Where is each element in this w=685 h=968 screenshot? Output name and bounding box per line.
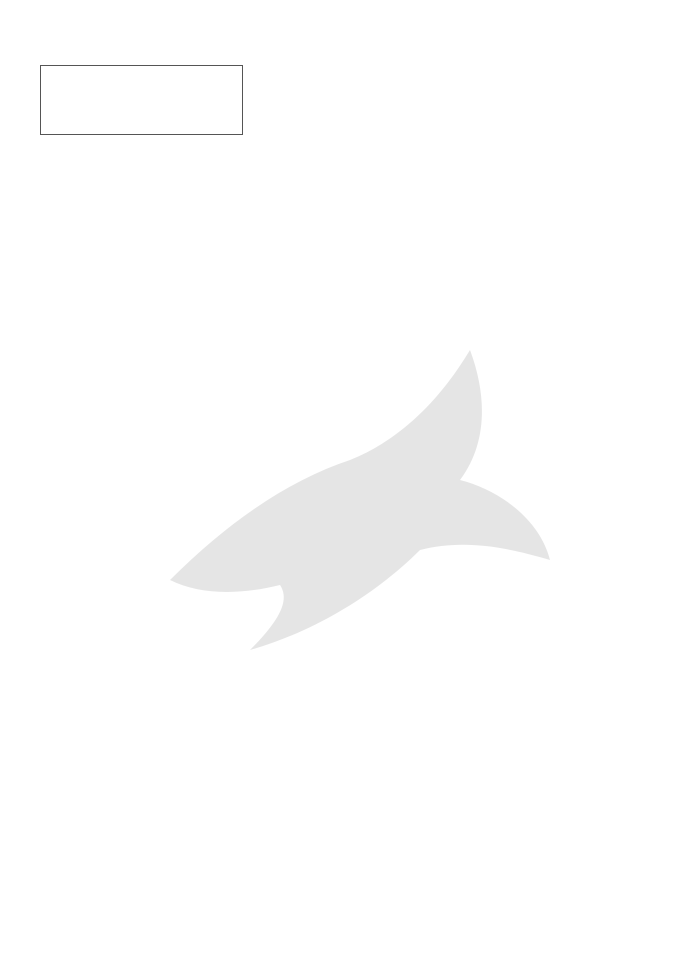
pigeon-watermark-icon — [140, 330, 560, 670]
owner-address — [40, 65, 243, 135]
